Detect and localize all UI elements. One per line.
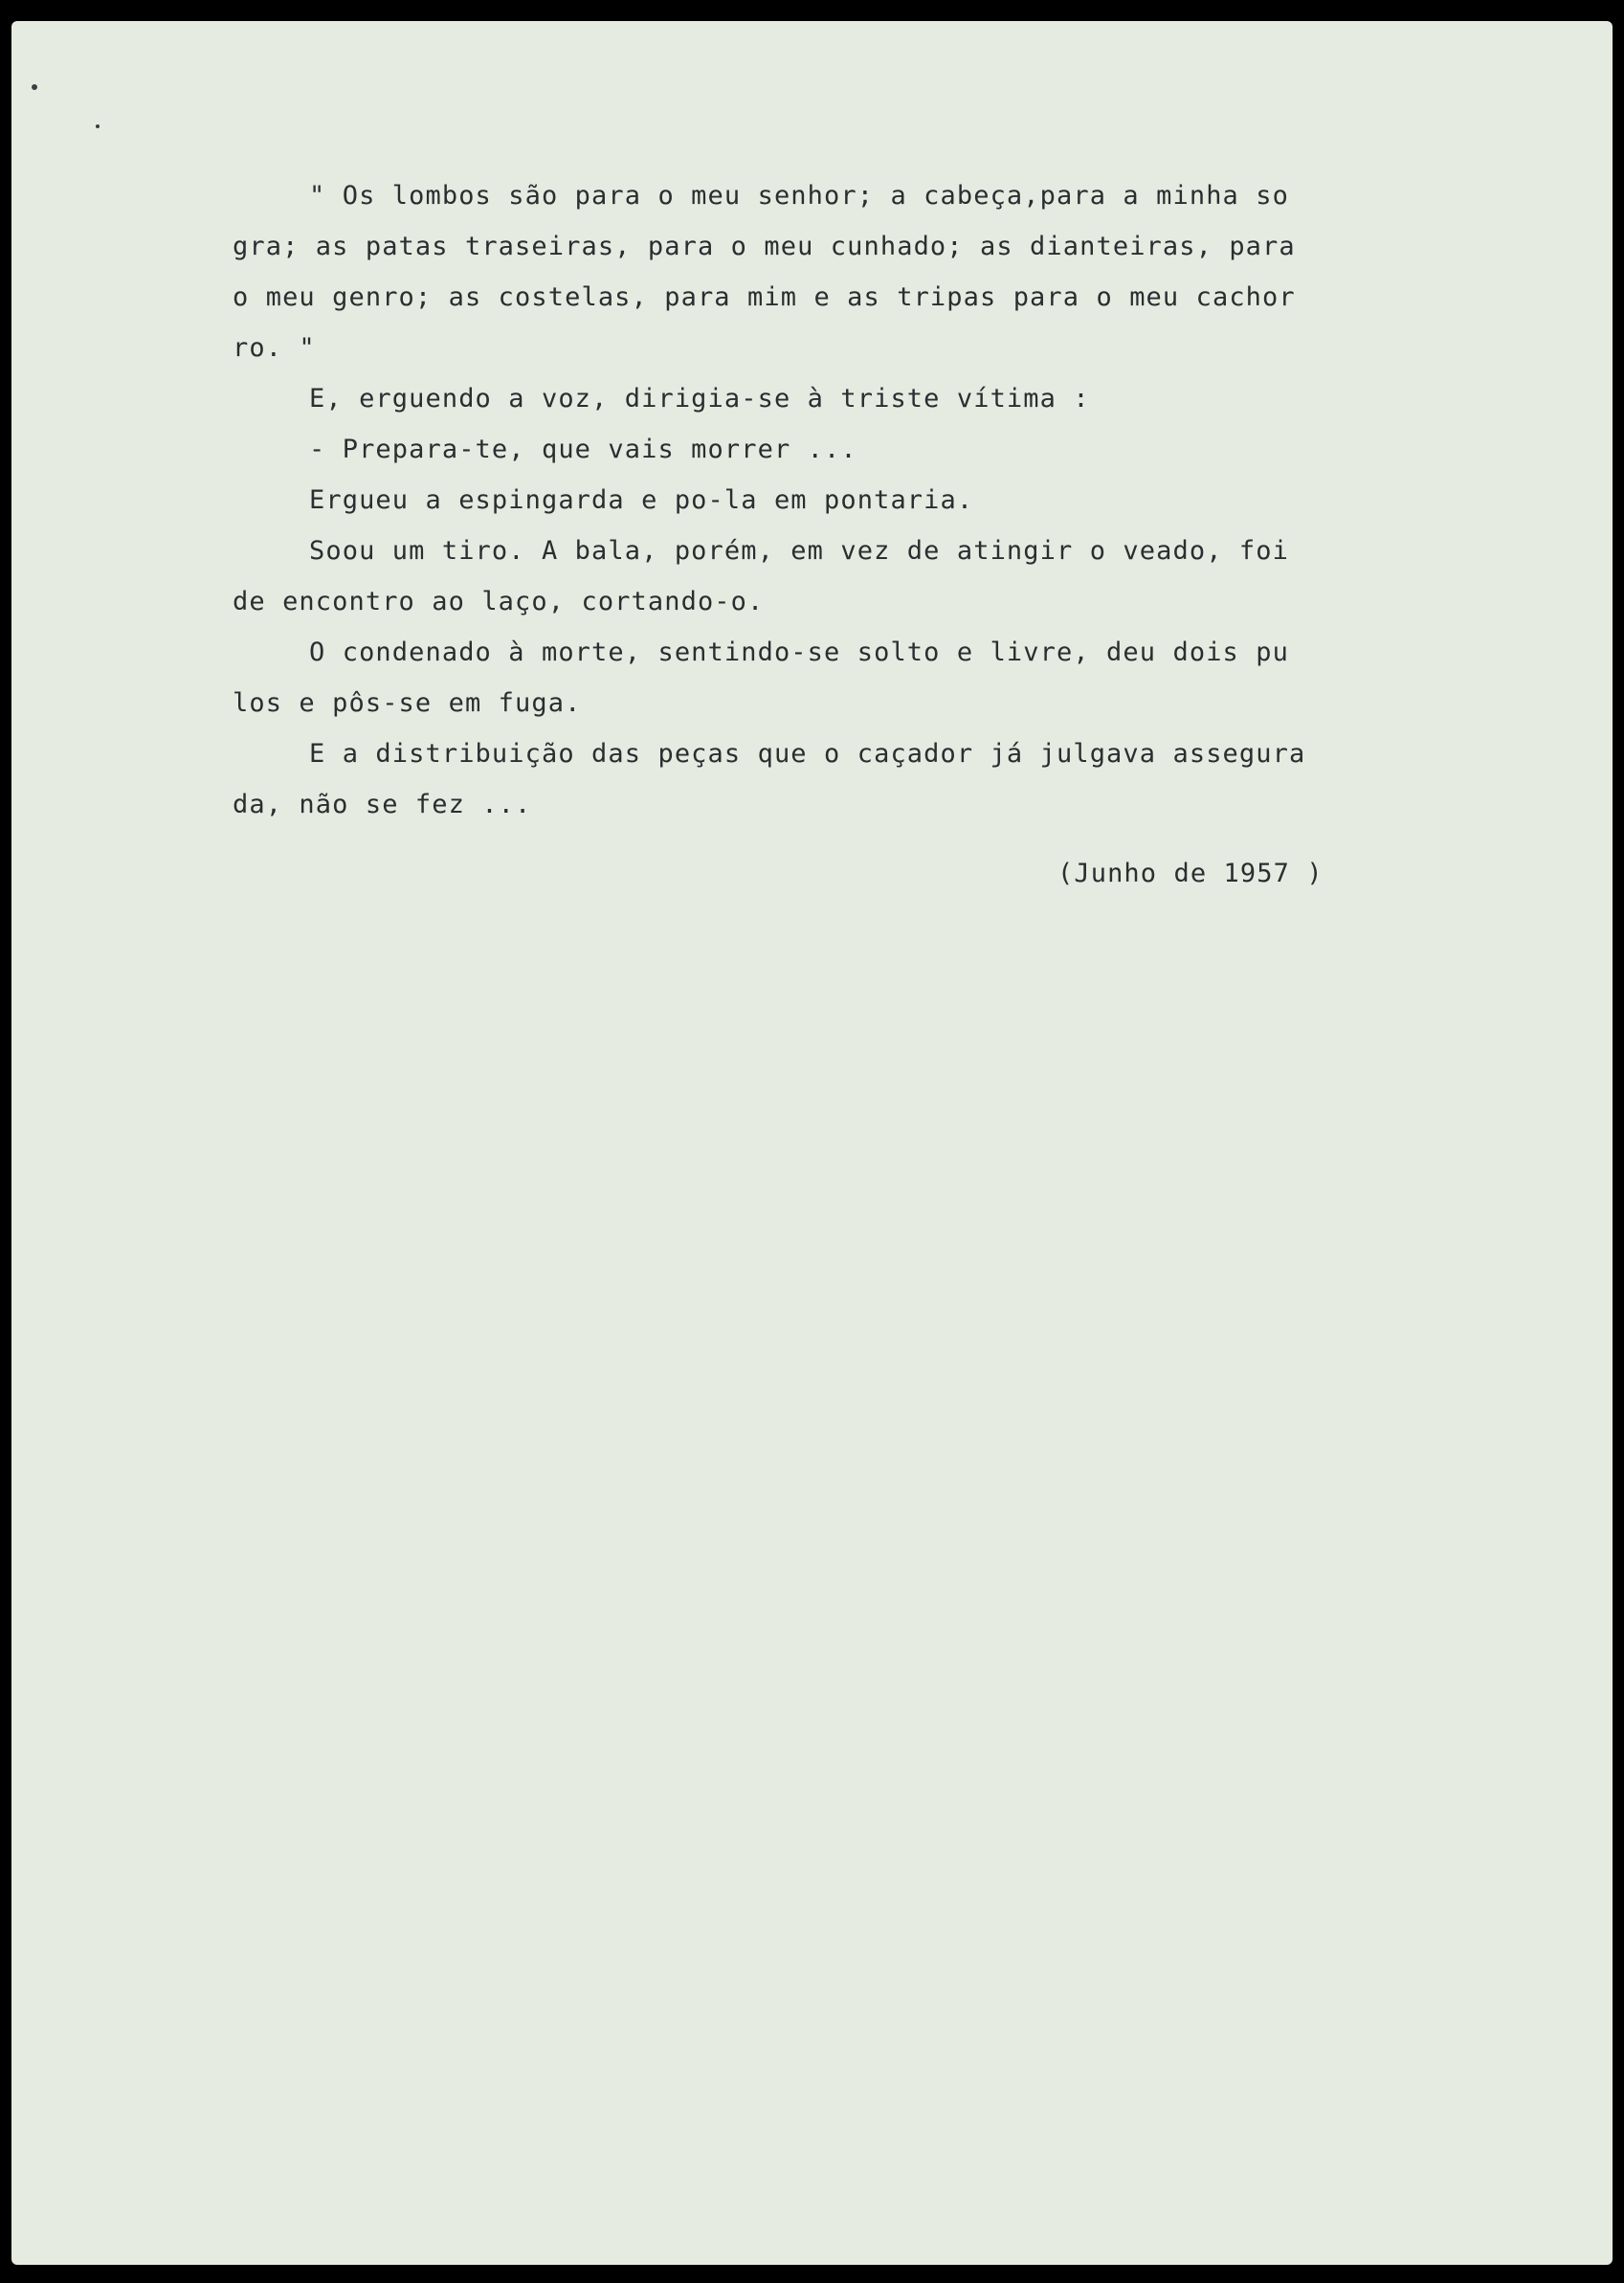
text-line: de encontro ao laço, cortando-o. bbox=[233, 587, 765, 616]
text-line: - Prepara-te, que vais morrer ... bbox=[309, 435, 857, 464]
text-line: los e pôs-se em fuga. bbox=[233, 688, 582, 718]
typewritten-page bbox=[11, 21, 1613, 2265]
text-line: Soou um tiro. A bala, porém, em vez de atingir o veado, foi bbox=[309, 536, 1289, 566]
text-line: " Os lombos são para o meu senhor; a cabeça,para a minha so bbox=[309, 181, 1289, 211]
text-line: O condenado à morte, sentindo-se solto e livre, deu dois pu bbox=[309, 638, 1289, 667]
text-line: E a distribuição das peças que o caçador já julgava assegura bbox=[309, 739, 1306, 769]
body-text bbox=[233, 170, 1477, 830]
text-line: E, erguendo a voz, dirigia-se à triste vítima : bbox=[309, 384, 1090, 414]
date-line: (Junho de 1957 ) bbox=[1057, 859, 1324, 888]
text-line: ro. " bbox=[233, 333, 316, 363]
text-line: Ergueu a espingarda e po-la em pontaria. bbox=[309, 485, 974, 515]
ink-speck bbox=[32, 84, 37, 90]
ink-speck bbox=[96, 124, 100, 128]
text-line: da, não se fez ... bbox=[233, 790, 532, 819]
text-line: o meu genro; as costelas, para mim e as tripas para o meu cachor bbox=[233, 282, 1296, 312]
text-line: gra; as patas traseiras, para o meu cunhado; as dianteiras, para bbox=[233, 232, 1296, 261]
